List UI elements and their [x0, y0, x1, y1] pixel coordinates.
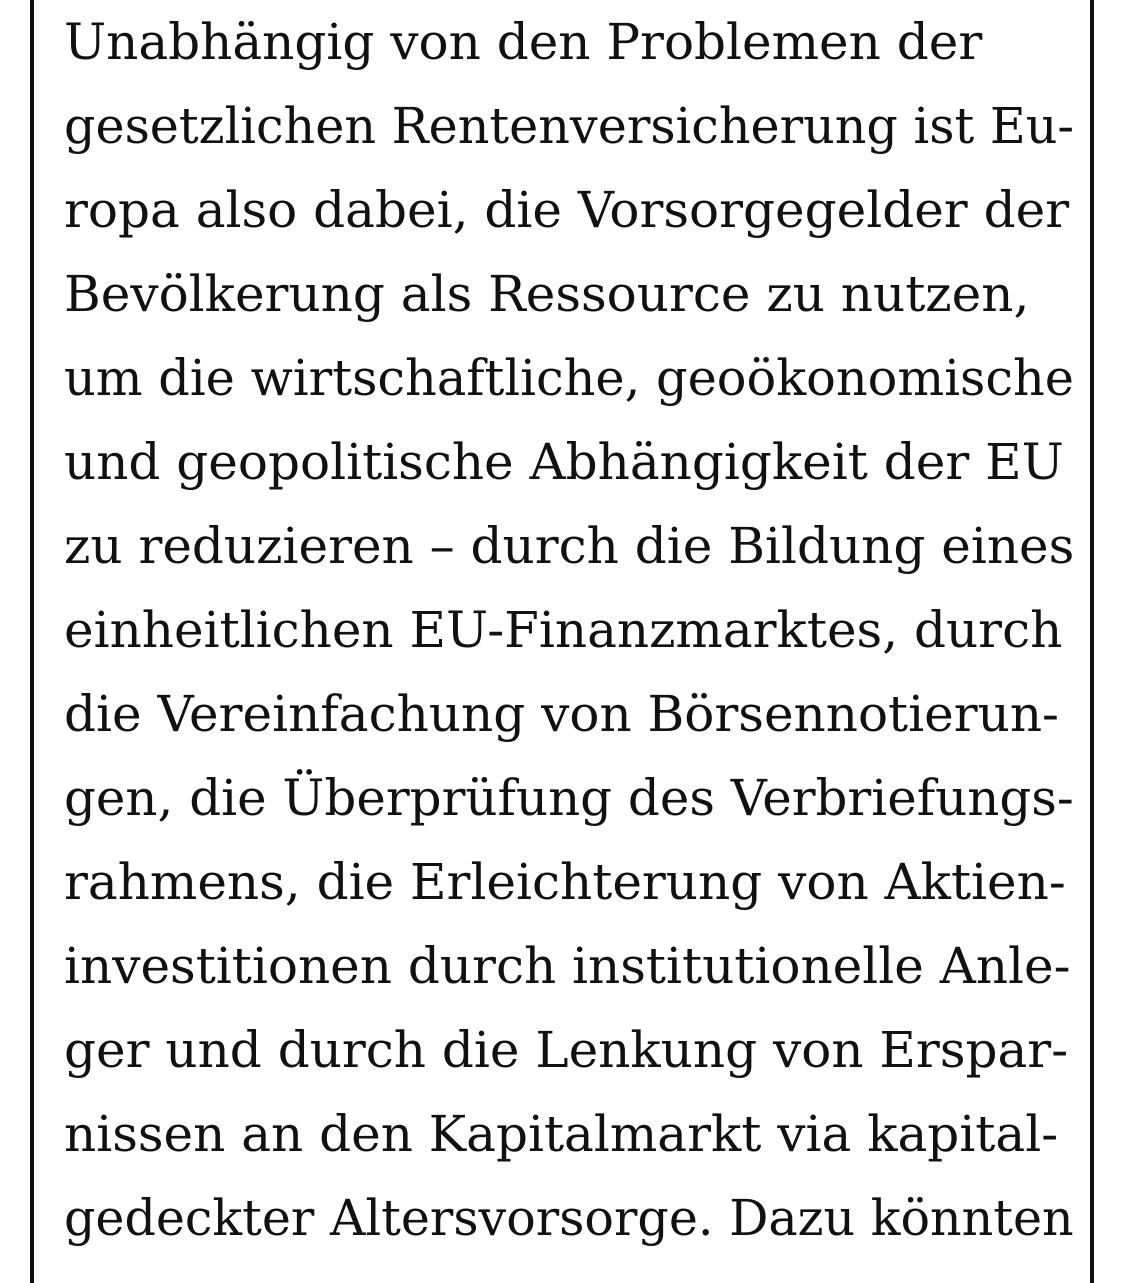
text-line: rahmens, die Erleichterung von Aktien-: [64, 853, 1066, 911]
text-line: einheitlichen EU-Finanzmarktes, durch: [64, 601, 1063, 659]
text-line: ropa also dabei, die Vorsorgegelder der: [64, 181, 1070, 239]
text-line: Unabhängig von den Problemen der: [64, 13, 983, 71]
text-line: die Vereinfachung von Börsennotierun-: [64, 685, 1059, 743]
text-line: ger und durch die Lenkung von Erspar-: [64, 1021, 1069, 1079]
text-line: gedeckter Altersvorsorge. Dazu könnten: [64, 1189, 1074, 1247]
text-line: und geopolitische Abhängigkeit der EU: [64, 433, 1064, 491]
text-line: zu reduzieren – durch die Bildung eines: [64, 517, 1075, 575]
text-line: Bevölkerung als Ressource zu nutzen,: [64, 265, 1030, 323]
right-frame-border: [1090, 0, 1094, 1283]
text-line: gen, die Überprüfung des Verbriefungs-: [64, 769, 1074, 827]
text-line: gesetzlichen Rentenversicherung ist Eu-: [64, 97, 1075, 155]
left-frame-border: [30, 0, 34, 1283]
text-line: nissen an den Kapitalmarkt via kapital-: [64, 1105, 1059, 1163]
text-line: um die wirtschaftliche, geoökonomische: [64, 349, 1074, 407]
text-line: investitionen durch institutionelle Anle-: [64, 937, 1071, 995]
body-paragraph: [64, 0, 1074, 1260]
